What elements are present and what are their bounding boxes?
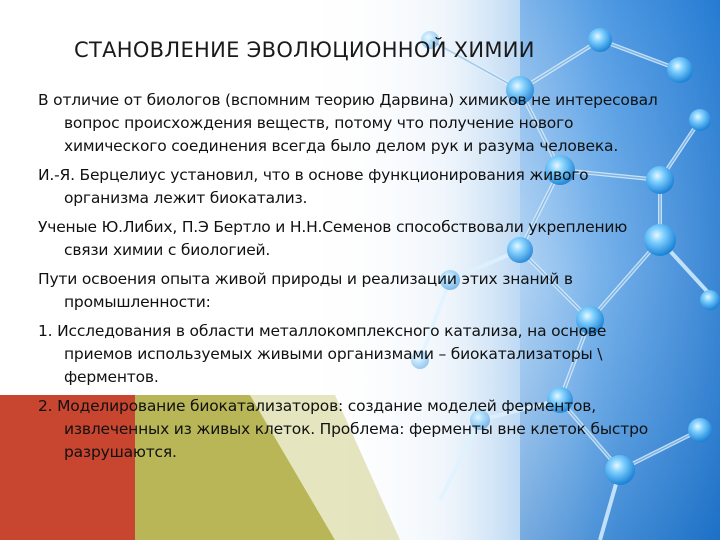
slide-body xyxy=(38,89,663,470)
paragraph-darwin: В отличие от биологов (вспомним теорию Дарвина) химиков не интересовал вопрос происхождения веществ, потому что получение нового химического соединения всегда было делом рук и разума человека. xyxy=(38,91,658,155)
slide-title: СТАНОВЛЕНИЕ ЭВОЛЮЦИОННОЙ ХИМИИ xyxy=(74,38,535,62)
paragraph-berzelius: И.-Я. Берцелиус установил, что в основе функционирования живого организма лежит биокатализ. xyxy=(38,166,589,207)
paragraph-scientists: Ученые Ю.Либих, П.Э Бертло и Н.Н.Семенов способствовали укреплению связи химии с биологией. xyxy=(38,218,628,259)
paragraph-ways: Пути освоения опыта живой природы и реализации этих знаний в промышленности: xyxy=(38,270,573,311)
list-item-research: 1. Исследования в области металлокомплексного катализа, на основе приемов используемых живыми организмами – биокатализаторы \ ферментов. xyxy=(38,322,607,386)
list-item-modeling: 2. Моделирование биокатализаторов: создание моделей ферментов, извлеченных из живых клеток. Проблема: ферменты вне клеток быстро разрушаются. xyxy=(38,397,648,461)
